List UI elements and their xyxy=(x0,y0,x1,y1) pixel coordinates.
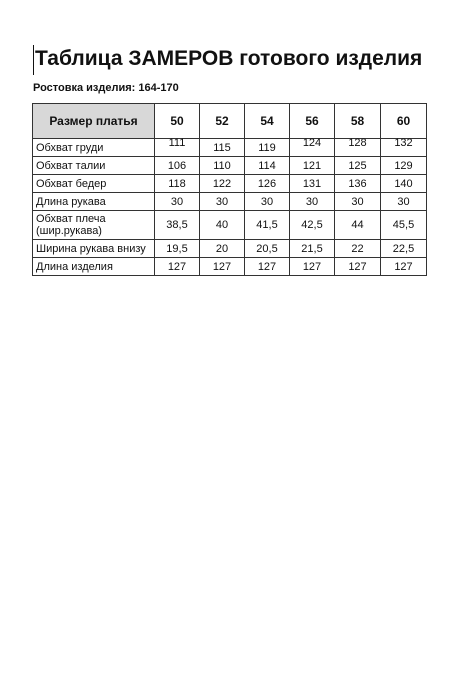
table-cell: 126 xyxy=(245,175,290,193)
row-label: Обхват бедер xyxy=(33,175,155,193)
cell-value: 132 xyxy=(394,137,413,149)
table-cell: 136 xyxy=(335,175,381,193)
size-header: 54 xyxy=(245,104,290,139)
table-cell: 30 xyxy=(381,193,427,211)
table-cell: 127 xyxy=(200,258,245,276)
table-cell: 30 xyxy=(290,193,335,211)
table-row xyxy=(33,175,427,193)
table-cell: 118 xyxy=(155,175,200,193)
table-cell: 40 xyxy=(200,211,245,240)
cell-value: 128 xyxy=(348,137,367,149)
table-cell: 106 xyxy=(155,157,200,175)
table-cell: 19,5 xyxy=(155,240,200,258)
cell-value: 111 xyxy=(168,137,186,149)
size-header: 58 xyxy=(335,104,381,139)
table-cell: 30 xyxy=(245,193,290,211)
size-header: 56 xyxy=(290,104,335,139)
page-title: Таблица ЗАМЕРОВ готового изделия xyxy=(35,47,423,70)
table-row xyxy=(33,139,427,157)
table-cell: 129 xyxy=(381,157,427,175)
table-cell: 110 xyxy=(200,157,245,175)
table-cell: 20,5 xyxy=(245,240,290,258)
cell-value: 124 xyxy=(302,137,322,149)
table-row xyxy=(33,211,427,240)
table-cell xyxy=(290,139,335,157)
table-cell xyxy=(335,139,381,157)
table-cell: 44 xyxy=(335,211,381,240)
table-cell: 45,5 xyxy=(381,211,427,240)
size-header: 50 xyxy=(155,104,200,139)
row-label: Длина рукава xyxy=(33,193,155,211)
table-cell: 121 xyxy=(290,157,335,175)
page-subtitle: Ростовка изделия: 164-170 xyxy=(33,82,179,94)
table-cell: 127 xyxy=(245,258,290,276)
table-row xyxy=(33,157,427,175)
measurement-table xyxy=(32,103,427,276)
table-cell: 30 xyxy=(335,193,381,211)
table-cell: 30 xyxy=(200,193,245,211)
table-cell xyxy=(155,139,200,157)
row-label: Длина изделия xyxy=(33,258,155,276)
table-cell: 131 xyxy=(290,175,335,193)
size-header-label: Размер платья xyxy=(33,104,155,139)
row-label: Обхват плеча (шир.рукава) xyxy=(33,211,155,240)
table-cell: 41,5 xyxy=(245,211,290,240)
size-header: 52 xyxy=(200,104,245,139)
table-cell: 22,5 xyxy=(381,240,427,258)
table-cell: 42,5 xyxy=(290,211,335,240)
table-cell: 114 xyxy=(245,157,290,175)
row-label: Ширина рукава внизу xyxy=(33,240,155,258)
table-cell: 22 xyxy=(335,240,381,258)
table-cell: 127 xyxy=(290,258,335,276)
table-cell: 30 xyxy=(155,193,200,211)
table-row xyxy=(33,193,427,211)
table-cell: 127 xyxy=(335,258,381,276)
table-cell: 119 xyxy=(245,139,290,157)
row-label: Обхват талии xyxy=(33,157,155,175)
table-cell: 21,5 xyxy=(290,240,335,258)
table-cell: 122 xyxy=(200,175,245,193)
table-cell: 140 xyxy=(381,175,427,193)
text-cursor xyxy=(33,45,34,75)
table-header-row xyxy=(33,104,427,139)
table-cell: 20 xyxy=(200,240,245,258)
table-cell: 127 xyxy=(381,258,427,276)
size-header: 60 xyxy=(381,104,427,139)
table-cell: 38,5 xyxy=(155,211,200,240)
table-row xyxy=(33,240,427,258)
row-label: Обхват груди xyxy=(33,139,155,157)
table-cell xyxy=(381,139,427,157)
table-cell: 127 xyxy=(155,258,200,276)
table-cell: 125 xyxy=(335,157,381,175)
table-row xyxy=(33,258,427,276)
table-cell: 115 xyxy=(200,139,245,157)
